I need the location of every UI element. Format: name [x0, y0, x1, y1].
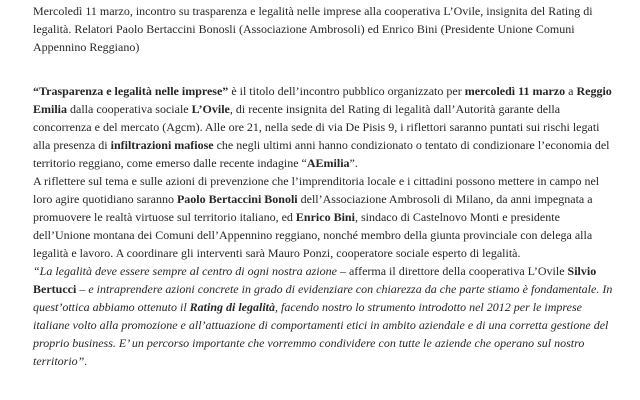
text-run: , facendo nostro lo strumento introdotto nel 2012 per le imprese italiane volto alla promozione e all’attuazione di comportamenti etici in ambito aziendale e di una corretta gestione del proprio business. E’ un percorso importante che vorremmo condividere con tutte le aziende che operano sul nostro territorio”.: [33, 300, 609, 368]
body-paragraph: [33, 172, 616, 262]
text-run: e intraprendere azioni concrete in grado di evidenziare con chiarezza da che parte stiamo è fondamentale. In quest’ottica abbiamo ottenuto il: [33, 282, 613, 314]
text-run: ”.: [349, 156, 358, 170]
text-run: dell’Associazione Ambrosoli di Milano, da anni impegnata a promuovere le realtà virtuose sul territorio italiano, ed: [33, 192, 593, 224]
article-body: [33, 82, 616, 370]
text-run: “Trasparenza e legalità nelle imprese”: [33, 84, 229, 98]
text-run: infiltrazioni mafiose: [110, 138, 214, 152]
text-run: Reggio Emilia: [33, 84, 612, 116]
body-paragraph: [33, 82, 616, 172]
text-run: AEmilia: [306, 156, 350, 170]
text-run: A riflettere sul tema e sulle azioni di prevenzione che l’imprenditoria locale e i cittadini possono mettere in campo nel loro agire quotidiano saranno: [33, 174, 600, 206]
text-run: è il titolo dell’incontro pubblico organizzato per: [228, 84, 465, 98]
text-run: dalla cooperativa sociale: [67, 102, 192, 116]
body-paragraph: [33, 262, 616, 370]
text-run: Paolo Bertaccini Bonoli: [176, 192, 298, 206]
text-run: Enrico Bini: [295, 210, 355, 224]
text-run: Silvio Bertucci: [33, 264, 597, 296]
text-run: mercoledì 11 marzo: [464, 84, 566, 98]
text-run: , di recente insignita del Rating di legalità dall’Autorità garante della concorrenza e del mercato (Agcm). Alle ore 21, nella sede di via De Pisis 9, i riflettori saranno puntati sui rischi legati alla presenza di: [33, 102, 600, 152]
text-run: – afferma il direttore della cooperativa L’Ovile: [336, 264, 568, 278]
text-run: Rating di legalità: [189, 300, 275, 314]
text-run: , sindaco di Castelnovo Monti e presidente dell’Unione montana dei Comuni dell’Appennino reggiano, nonché membro della giunta provinciale con delega alla legalità e lavoro. A coordinare gli interventi sarà Mauro Ponzi, cooperatore sociale esperto di legalità.: [33, 210, 593, 260]
text-run: L’Ovile: [191, 102, 230, 116]
lead-paragraph: Mercoledì 11 marzo, incontro su trasparenza e legalità nelle imprese alla cooperativa L’Ovile, insignita del Rating di legalità. Relatori Paolo Bertaccini Bonosli (Associazione Ambrosoli) ed Enrico Bini (Presidente Unione Comuni Appennino Reggiano): [33, 4, 593, 54]
text-run: che negli ultimi anni hanno condizionato o tentato di condizionare l’economia del territorio reggiano, come emerso dalle recente indagine “: [33, 138, 610, 170]
text-run: a: [565, 84, 577, 98]
text-run: “La legalità deve essere sempre al centro di ogni nostra azione: [33, 264, 337, 278]
text-run: –: [76, 282, 89, 296]
